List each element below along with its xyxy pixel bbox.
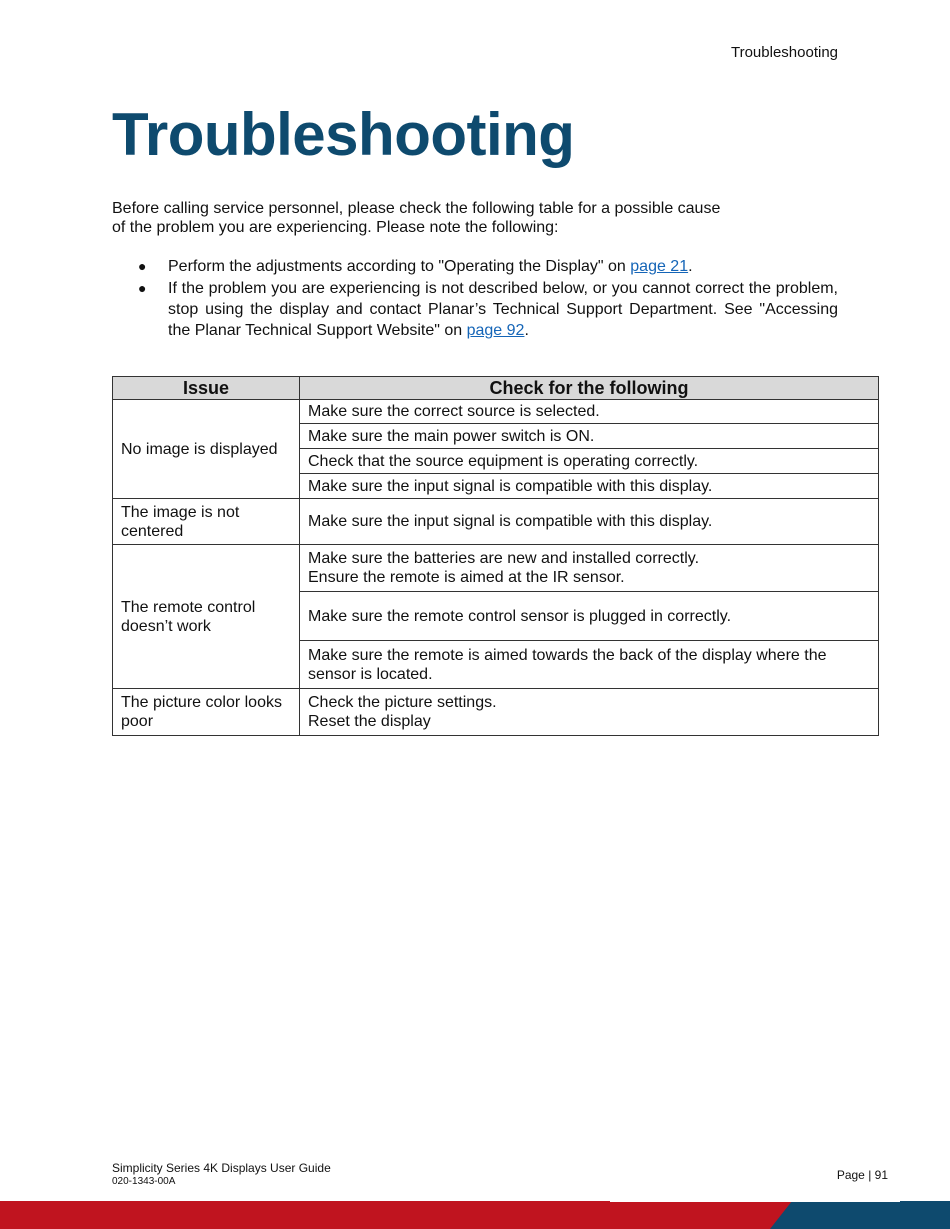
guide-title: Simplicity Series 4K Displays User Guide [112, 1161, 331, 1175]
note-2-text: If the problem you are experiencing is not described below, or you cannot correct the problem, stop using the display and contact Planar’s Technical Support Department. See "Accessing the Planar Technical Support Website" on [168, 280, 838, 339]
bullet-icon: ● [138, 280, 147, 296]
intro-line-2: of the problem you are experiencing. Please note the following: [112, 219, 559, 236]
table-row [113, 545, 879, 592]
page-title: Troubleshooting [112, 101, 575, 168]
table-row [113, 689, 879, 736]
check-line: Reset the display [308, 713, 431, 730]
check-cell: Make sure the input signal is compatible with this display. [300, 474, 879, 499]
check-cell: Make sure the remote is aimed towards the back of the display where the sensor is located. [300, 641, 879, 689]
footer-guide-info [112, 1162, 331, 1188]
doc-number: 020-1343-00A [112, 1176, 176, 1187]
check-cell: Check that the source equipment is operating correctly. [300, 449, 879, 474]
troubleshooting-table [112, 376, 879, 736]
note-1-end: . [688, 258, 693, 275]
intro-paragraph [112, 199, 792, 237]
note-2-end: . [524, 322, 529, 339]
table-header-row [113, 377, 879, 400]
column-header-check: Check for the following [300, 377, 879, 400]
page-number: Page | 91 [836, 1168, 888, 1182]
issue-cell: No image is displayed [113, 400, 300, 499]
note-1-text: Perform the adjustments according to "Operating the Display" on [168, 258, 631, 275]
footer-bar-highlight [610, 1200, 900, 1202]
list-item [112, 278, 838, 341]
check-cell: Make sure the main power switch is ON. [300, 424, 879, 449]
page-21-link[interactable]: page 21 [630, 258, 689, 275]
check-cell [300, 689, 879, 736]
check-cell: Make sure the correct source is selected. [300, 400, 879, 424]
column-header-issue: Issue [113, 377, 300, 400]
issue-cell: The image is not centered [113, 499, 300, 545]
check-line: Check the picture settings. [308, 694, 497, 711]
table-row [113, 499, 879, 545]
notes-list [112, 256, 838, 342]
table-row [113, 400, 879, 424]
footer-blue-bar [770, 1201, 950, 1229]
check-line: Make sure the batteries are new and installed correctly. [308, 550, 700, 567]
running-header: Troubleshooting [730, 44, 838, 61]
issue-cell: The picture color looks poor [113, 689, 300, 736]
issue-cell: The remote control doesn’t work [113, 545, 300, 689]
bullet-icon: ● [138, 258, 147, 274]
check-line: Ensure the remote is aimed at the IR sensor. [308, 569, 625, 586]
check-cell: Make sure the input signal is compatible with this display. [300, 499, 879, 545]
page-92-link[interactable]: page 92 [466, 322, 525, 339]
check-cell [300, 545, 879, 592]
list-item [112, 256, 838, 277]
intro-line-1: Before calling service personnel, please check the following table for a possible cause [112, 200, 721, 217]
check-cell: Make sure the remote control sensor is plugged in correctly. [300, 592, 879, 641]
